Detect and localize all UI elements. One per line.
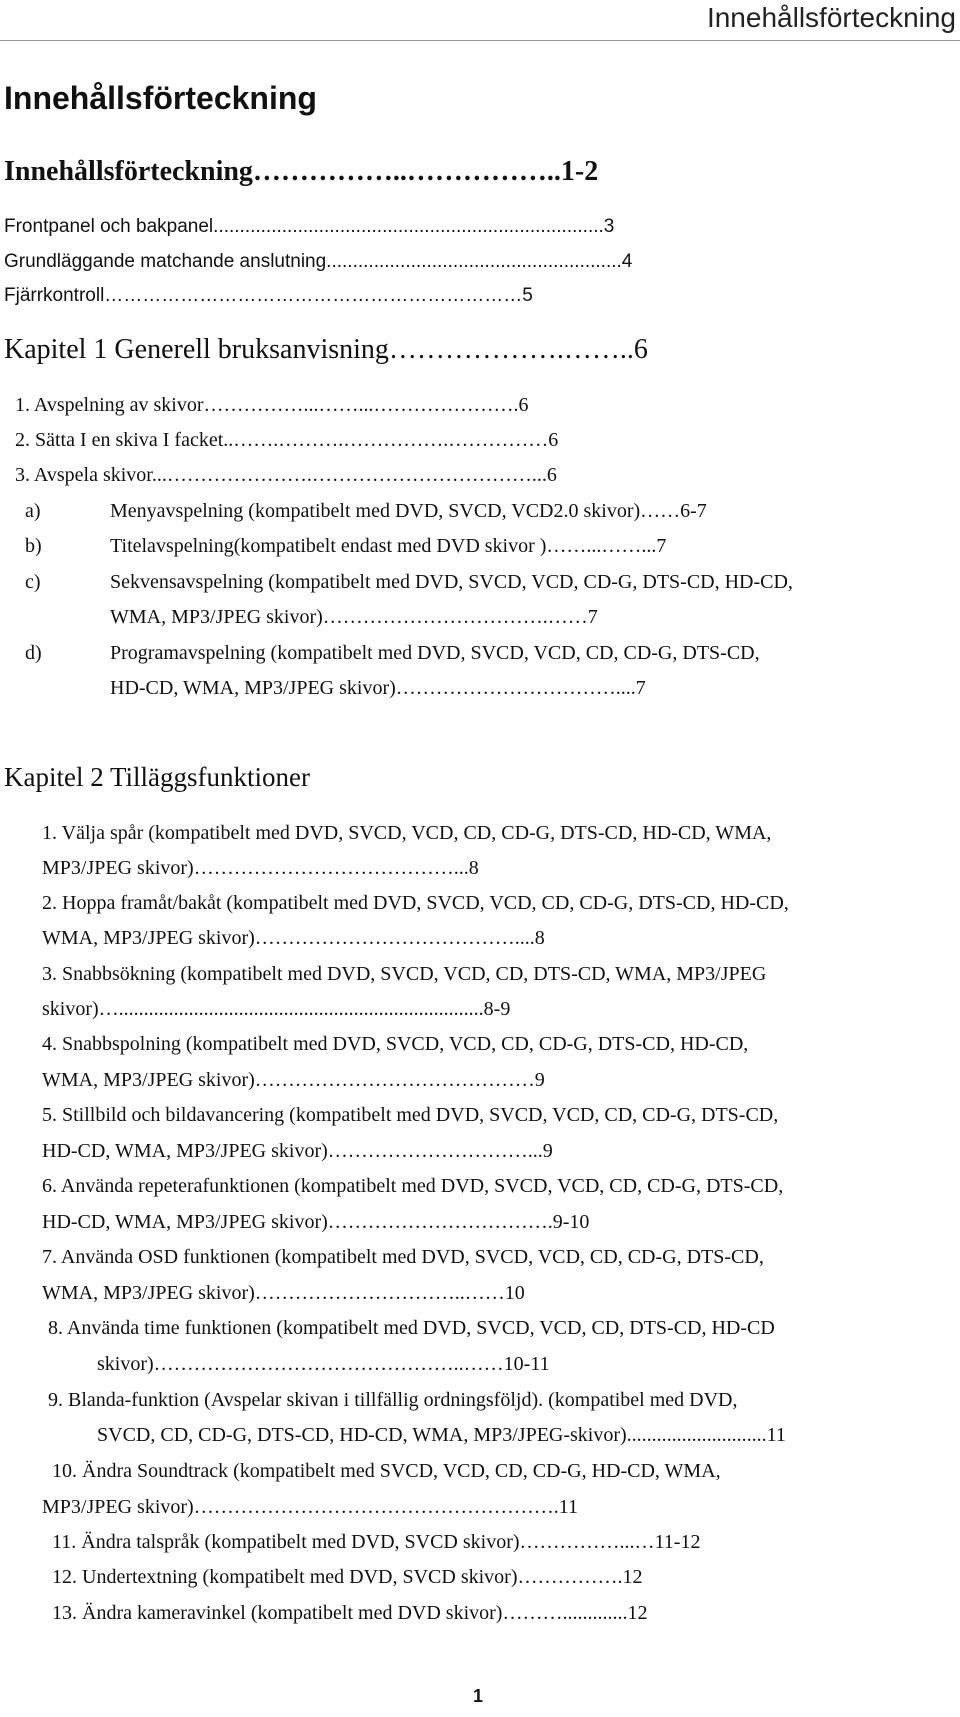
toc-line-ch2-5-2: HD-CD, WMA, MP3/JPEG skivor)…………………………...9 xyxy=(42,1140,553,1162)
chapter-1-heading: Kapitel 1 Generell bruksanvisning……………….……..6 xyxy=(4,334,648,365)
toc-label-c: c) xyxy=(25,571,41,593)
toc-line-ch1-c-2: WMA, MP3/JPEG skivor)…………………………….……7 xyxy=(110,606,598,628)
toc-line-ch1-a: Menyavspelning (kompatibelt med DVD, SVCD, VCD2.0 skivor)……6-7 xyxy=(110,500,707,522)
toc-line-ch2-11: 11. Ändra talspråk (kompatibelt med DVD, SVCD skivor)……………...…11-12 xyxy=(52,1531,701,1553)
toc-line-ch2-2-2: WMA, MP3/JPEG skivor)…………………………………....8 xyxy=(42,927,545,949)
toc-line-ch2-6-2: HD-CD, WMA, MP3/JPEG skivor)…………………………….9-10 xyxy=(42,1211,590,1233)
page-number: 1 xyxy=(472,1686,483,1706)
toc-line-ch1-3: 3. Avspela skivor...………………….……………………………...6 xyxy=(15,464,557,486)
toc-line-ch2-3-2: skivor)….........................................................................8-9 xyxy=(42,998,511,1020)
toc-line-ch1-d-1: Programavspelning (kompatibelt med DVD, SVCD, VCD, CD, CD-G, DTS-CD, xyxy=(110,642,760,664)
toc-line-ch1-2: 2. Sätta I en skiva I facket..…….……….…………….……………6 xyxy=(15,429,559,451)
toc-line-ch2-9-2: SVCD, CD, CD-G, DTS-CD, HD-CD, WMA, MP3/JPEG-skivor)............................11 xyxy=(97,1424,786,1446)
toc-label-d: d) xyxy=(25,642,42,664)
toc-line-ch2-10-1: 10. Ändra Soundtrack (kompatibelt med SVCD, VCD, CD, CD-G, HD-CD, WMA, xyxy=(52,1460,721,1482)
toc-line-ch2-7-2: WMA, MP3/JPEG skivor)…………………………..……10 xyxy=(42,1282,525,1304)
toc-label-b: b) xyxy=(25,535,42,557)
toc-line-ch2-12: 12. Undertextning (kompatibelt med DVD, SVCD skivor)…………….12 xyxy=(52,1566,643,1588)
toc-line-ch2-4-2: WMA, MP3/JPEG skivor)……………………………………9 xyxy=(42,1069,545,1091)
toc-line-fjarrkontroll: Fjärrkontroll…………………………………………………………5 xyxy=(4,285,533,306)
toc-line-ch2-8-2: skivor)………………………………………..……10-11 xyxy=(97,1353,550,1375)
toc-line-ch2-7-1: 7. Använda OSD funktionen (kompatibelt med DVD, SVCD, VCD, CD, CD-G, DTS-CD, xyxy=(42,1246,764,1268)
toc-line-ch2-3-1: 3. Snabbsökning (kompatibelt med DVD, SVCD, VCD, CD, DTS-CD, WMA, MP3/JPEG xyxy=(42,963,767,985)
page-title: Innehållsförteckning xyxy=(4,80,317,116)
toc-line-ch2-5-1: 5. Stillbild och bildavancering (kompatibelt med DVD, SVCD, VCD, CD, CD-G, DTS-CD, xyxy=(42,1104,779,1126)
toc-label-a: a) xyxy=(25,500,41,522)
toc-line-ch2-1-1: 1. Välja spår (kompatibelt med DVD, SVCD, VCD, CD, CD-G, DTS-CD, HD-CD, WMA, xyxy=(42,822,772,844)
toc-line-frontpanel: Frontpanel och bakpanel..........................................................................3 xyxy=(4,216,615,237)
toc-line-ch1-b: Titelavspelning(kompatibelt endast med DVD skivor )……...……...7 xyxy=(110,535,667,557)
chapter-2-heading: Kapitel 2 Tilläggsfunktioner xyxy=(4,762,310,792)
header-rule xyxy=(0,40,960,41)
toc-line-ch1-d-2: HD-CD, WMA, MP3/JPEG skivor)……………………………....7 xyxy=(110,677,646,699)
toc-line-ch2-10-2: MP3/JPEG skivor)……………………………………………….11 xyxy=(42,1496,578,1518)
toc-line-ch2-13: 13. Ändra kameravinkel (kompatibelt med DVD skivor)……….............12 xyxy=(52,1602,648,1624)
toc-line-ch2-6-1: 6. Använda repeterafunktionen (kompatibelt med DVD, SVCD, VCD, CD, CD-G, DTS-CD, xyxy=(42,1175,784,1197)
toc-line-ch2-2-1: 2. Hoppa framåt/bakåt (kompatibelt med DVD, SVCD, VCD, CD, CD-G, DTS-CD, HD-CD, xyxy=(42,892,789,914)
toc-line-grund: Grundläggande matchande anslutning........................................................4 xyxy=(4,251,633,272)
toc-line-ch1-1: 1. Avspelning av skivor……………...……...………………….6 xyxy=(15,394,529,416)
toc-line-ch1-c-1: Sekvensavspelning (kompatibelt med DVD, SVCD, VCD, CD-G, DTS-CD, HD-CD, xyxy=(110,571,793,593)
toc-line-ch2-1-2: MP3/JPEG skivor)…………………………………...8 xyxy=(42,857,479,879)
toc-line-ch2-8-1: 8. Använda time funktionen (kompatibelt med DVD, SVCD, VCD, CD, DTS-CD, HD-CD xyxy=(48,1317,775,1339)
toc-line-ch2-4-1: 4. Snabbspolning (kompatibelt med DVD, SVCD, VCD, CD, CD-G, DTS-CD, HD-CD, xyxy=(42,1033,749,1055)
toc-line-ch2-9-1: 9. Blanda-funktion (Avspelar skivan i tillfällig ordningsföljd). (kompatibel med DVD, xyxy=(48,1389,738,1411)
running-header: Innehållsförteckning xyxy=(706,2,956,33)
toc-line-main: Innehållsförteckning……………..……………..1-2 xyxy=(4,156,599,187)
